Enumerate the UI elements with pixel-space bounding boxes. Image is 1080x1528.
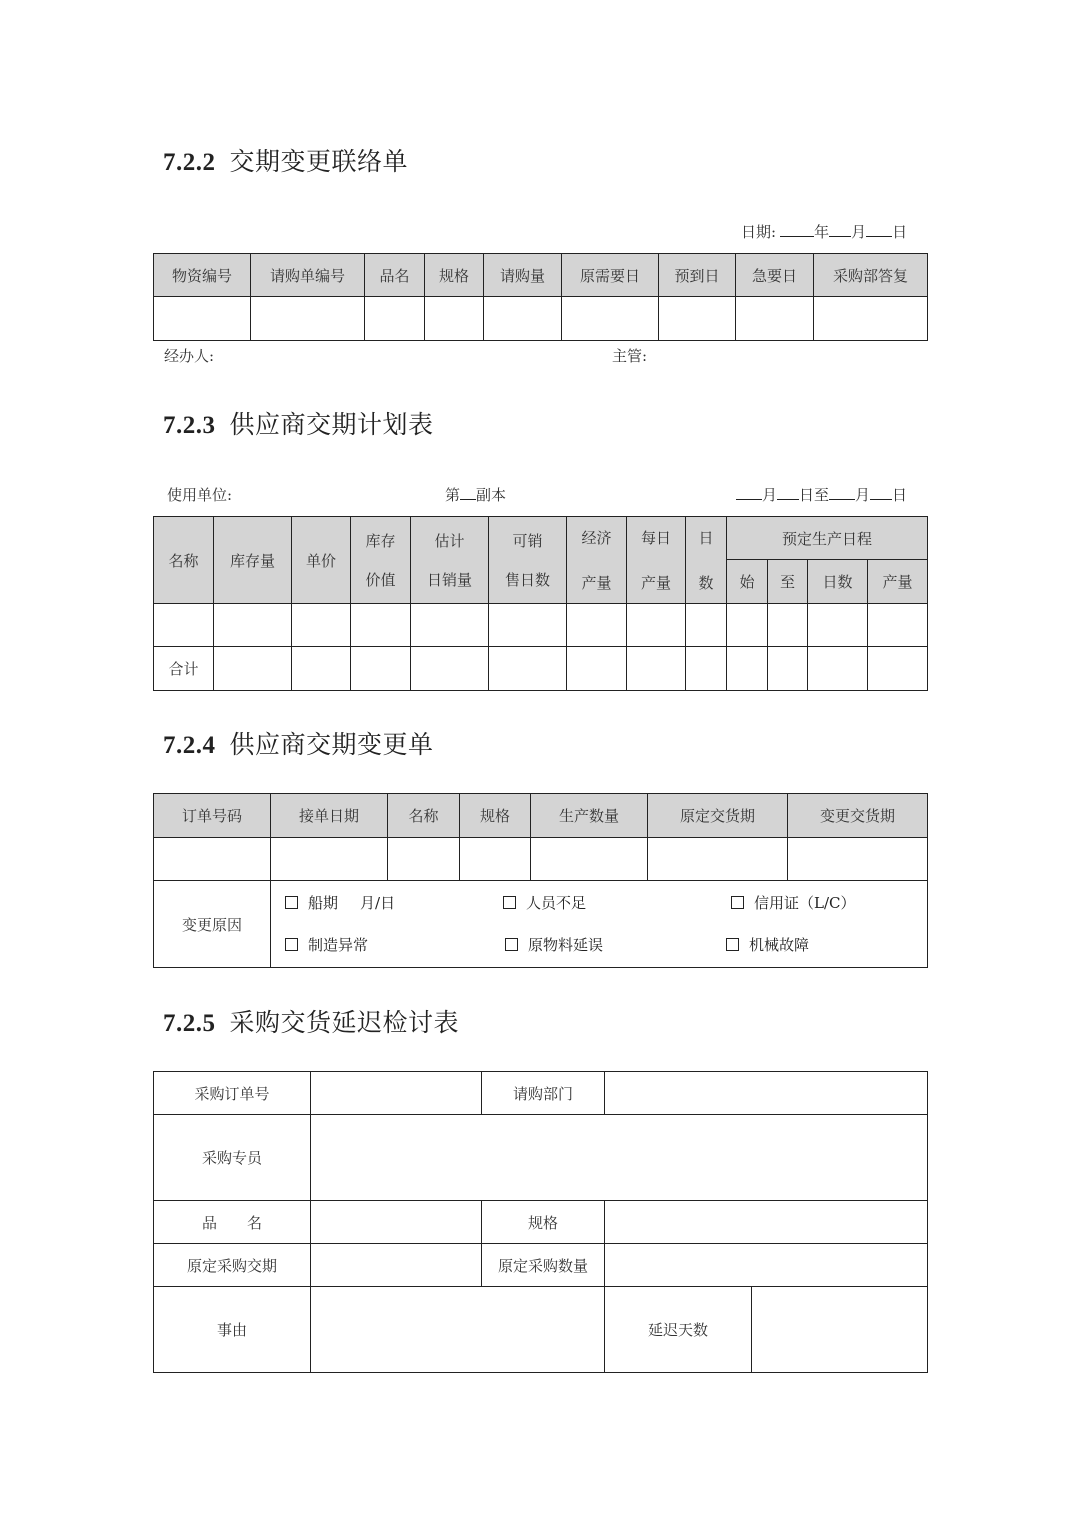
header-cell: 接单日期: [271, 794, 388, 838]
header-cell: [489, 517, 567, 604]
checkbox[interactable]: [503, 896, 516, 909]
date-line: [741, 221, 907, 242]
input-cell[interactable]: [154, 838, 271, 881]
orig-qty-field[interactable]: [605, 1244, 928, 1287]
header-cell: 请购单编号: [251, 254, 365, 297]
input-cell[interactable]: [484, 297, 562, 341]
header-cell: 库存量: [214, 517, 292, 604]
input-cell[interactable]: [814, 297, 928, 341]
spec-field[interactable]: [605, 1201, 928, 1244]
day-blank[interactable]: [866, 222, 892, 237]
copy-prefix: 第: [445, 486, 461, 504]
header-line: 日: [698, 529, 714, 547]
checkbox[interactable]: [285, 938, 298, 951]
reason-field[interactable]: [311, 1287, 605, 1373]
header-line: 数: [698, 574, 714, 592]
header-cell: 订单号码: [154, 794, 271, 838]
header-line: 日销量: [426, 571, 472, 589]
option-label: 制造异常: [308, 936, 369, 954]
header-cell: 预到日: [659, 254, 736, 297]
input-cell[interactable]: [489, 647, 567, 691]
header-cell: 始: [727, 560, 768, 604]
option-ship[interactable]: [285, 892, 395, 913]
header-cell: 生产数量: [531, 794, 648, 838]
header-cell: 品名: [365, 254, 425, 297]
input-cell[interactable]: [292, 604, 351, 647]
header-cell: [567, 517, 627, 604]
manager-label: 主管:: [612, 347, 648, 365]
section-number: 7.2.5: [163, 1010, 216, 1037]
option-label: 信用证（L/C）: [754, 894, 856, 912]
orig-date-field[interactable]: [311, 1244, 482, 1287]
header-cell: 规格: [425, 254, 484, 297]
input-cell[interactable]: [154, 297, 251, 341]
input-cell[interactable]: [460, 838, 531, 881]
input-cell[interactable]: [154, 604, 214, 647]
header-cell: 单价: [292, 517, 351, 604]
header-cell: 原定交货期: [648, 794, 788, 838]
header-cell: 物资编号: [154, 254, 251, 297]
orig-date-label: 原定采购交期: [154, 1244, 311, 1287]
table-row-total: [154, 647, 928, 691]
header-cell-schedule: 预定生产日程: [727, 517, 928, 560]
header-cell: 名称: [388, 794, 460, 838]
section-7-2-3-heading: [163, 405, 434, 441]
section-title: 采购交货延迟检讨表: [229, 1008, 460, 1037]
section-number: 7.2.4: [163, 732, 216, 759]
handler-label: 经办人:: [164, 347, 215, 365]
day-label: 日: [892, 223, 908, 241]
input-cell[interactable]: [531, 838, 648, 881]
copy-line: [445, 484, 506, 505]
input-cell[interactable]: [736, 297, 814, 341]
input-cell[interactable]: [627, 604, 686, 647]
header-line: 库存: [365, 532, 396, 550]
input-cell[interactable]: [351, 604, 411, 647]
input-cell[interactable]: [808, 604, 868, 647]
header-cell: [351, 517, 411, 604]
input-cell[interactable]: [808, 647, 868, 691]
header-line: 价值: [365, 571, 396, 589]
input-cell[interactable]: [648, 838, 788, 881]
header-cell: [686, 517, 727, 604]
item-name-field[interactable]: [311, 1201, 482, 1244]
header-cell: 产量: [868, 560, 928, 604]
option-manufacturing-abnormal[interactable]: [285, 934, 368, 955]
input-cell[interactable]: [768, 604, 808, 647]
checkbox[interactable]: [285, 896, 298, 909]
table-row: [154, 604, 928, 647]
reason-label: 事由: [154, 1287, 311, 1373]
input-cell[interactable]: [567, 604, 627, 647]
input-cell[interactable]: [251, 297, 365, 341]
input-cell[interactable]: [727, 604, 768, 647]
input-cell[interactable]: [562, 297, 659, 341]
delivery-delay-review-table: [153, 1071, 928, 1373]
spec-label: 规格: [482, 1201, 605, 1244]
header-line: 产量: [581, 574, 612, 592]
input-cell[interactable]: [868, 647, 928, 691]
section-7-2-5-heading: [163, 1003, 459, 1039]
header-cell: [411, 517, 489, 604]
section-title: 供应商交期计划表: [229, 410, 434, 439]
input-cell[interactable]: [489, 604, 567, 647]
delivery-change-contact-table: [153, 253, 928, 341]
option-label: 月/日: [360, 894, 396, 912]
input-cell[interactable]: [686, 604, 727, 647]
option-material-delay[interactable]: [505, 934, 603, 955]
period-line: [736, 484, 907, 505]
input-cell[interactable]: [425, 297, 484, 341]
option-label: 船期: [308, 894, 339, 912]
section-number: 7.2.3: [163, 412, 216, 439]
item-name-label: 品 名: [154, 1201, 311, 1244]
checkbox[interactable]: [731, 896, 744, 909]
header-cell: 采购部答复: [814, 254, 928, 297]
month-label: 月: [855, 486, 871, 504]
checkbox[interactable]: [505, 938, 518, 951]
day-label: 日: [892, 486, 908, 504]
input-cell[interactable]: [686, 647, 727, 691]
month-blank[interactable]: [829, 222, 851, 237]
header-cell: 至: [768, 560, 808, 604]
input-cell[interactable]: [271, 838, 388, 881]
buyer-field[interactable]: [311, 1115, 928, 1201]
input-cell[interactable]: [351, 647, 411, 691]
header-line: 估计: [434, 532, 465, 550]
day-blank[interactable]: [777, 485, 799, 500]
unit-label: 使用单位:: [167, 486, 233, 504]
option-staff-shortage[interactable]: [503, 892, 586, 913]
requesting-dept-field[interactable]: [605, 1072, 928, 1115]
header-cell: 日数: [808, 560, 868, 604]
table-row: [154, 297, 928, 341]
delay-days-label: 延迟天数: [605, 1287, 752, 1373]
input-cell[interactable]: [627, 647, 686, 691]
year-blank[interactable]: [780, 222, 814, 237]
checkbox[interactable]: [726, 938, 739, 951]
header-line: 产量: [640, 574, 671, 592]
option-label: 原物料延误: [528, 936, 604, 954]
input-cell[interactable]: [659, 297, 736, 341]
month-blank[interactable]: [736, 485, 762, 500]
header-line: 可销: [512, 532, 543, 550]
section-number: 7.2.2: [163, 149, 216, 176]
option-label: 人员不足: [526, 894, 587, 912]
day-to-label: 日至: [799, 486, 830, 504]
section-title: 交期变更联络单: [229, 147, 409, 176]
header-line: 售日数: [504, 571, 550, 589]
header-line: 经济: [581, 529, 612, 547]
input-cell[interactable]: [411, 604, 489, 647]
input-cell[interactable]: [214, 647, 292, 691]
input-cell[interactable]: [567, 647, 627, 691]
change-reason-label: 变更原因: [154, 881, 271, 968]
po-number-field[interactable]: [311, 1072, 482, 1115]
input-cell[interactable]: [411, 647, 489, 691]
date-label: 日期:: [741, 223, 777, 241]
input-cell[interactable]: [868, 604, 928, 647]
input-cell[interactable]: [768, 647, 808, 691]
header-cell: 名称: [154, 517, 214, 604]
header-cell: 规格: [460, 794, 531, 838]
input-cell[interactable]: [365, 297, 425, 341]
month-label: 月: [851, 223, 867, 241]
input-cell[interactable]: [727, 647, 768, 691]
copy-blank[interactable]: [460, 485, 476, 500]
header-cell: 急要日: [736, 254, 814, 297]
option-label: 机械故障: [749, 936, 810, 954]
input-cell[interactable]: [214, 604, 292, 647]
section-title: 供应商交期变更单: [229, 730, 434, 759]
requesting-dept-label: 请购部门: [482, 1072, 605, 1115]
input-cell[interactable]: [788, 838, 928, 881]
header-cell: 变更交货期: [788, 794, 928, 838]
supplier-delivery-plan-table: [153, 516, 928, 691]
day-blank[interactable]: [870, 485, 892, 500]
header-cell: 请购量: [484, 254, 562, 297]
input-cell[interactable]: [292, 647, 351, 691]
header-cell: [627, 517, 686, 604]
input-cell[interactable]: [388, 838, 460, 881]
table-row: [154, 838, 928, 881]
header-cell: 原需要日: [562, 254, 659, 297]
year-label: 年: [814, 223, 830, 241]
buyer-label: 采购专员: [154, 1115, 311, 1201]
section-7-2-4-heading: [163, 725, 434, 761]
delay-days-field[interactable]: [752, 1287, 928, 1373]
header-line: 每日: [640, 529, 671, 547]
total-label: 合计: [154, 647, 214, 691]
month-blank[interactable]: [829, 485, 855, 500]
orig-qty-label: 原定采购数量: [482, 1244, 605, 1287]
month-label: 月: [762, 486, 778, 504]
option-letter-of-credit[interactable]: [731, 892, 856, 913]
option-machine-failure[interactable]: [726, 934, 809, 955]
section-7-2-2-heading: [163, 142, 408, 178]
po-number-label: 采购订单号: [154, 1072, 311, 1115]
copy-suffix: 副本: [476, 486, 507, 504]
